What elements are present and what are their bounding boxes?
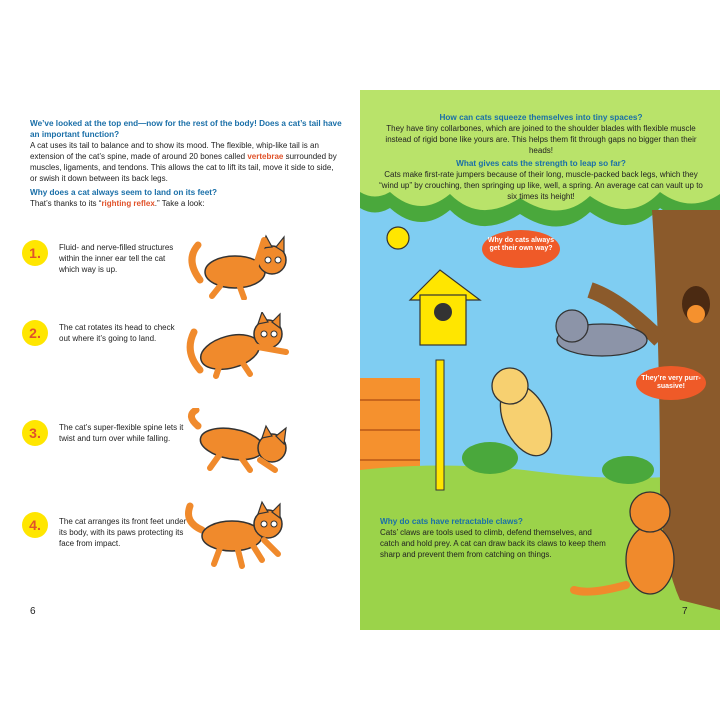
right-page bbox=[360, 90, 720, 630]
leap-question: What gives cats the strength to leap so far? bbox=[456, 159, 626, 168]
step-2-number: 2. bbox=[22, 320, 48, 346]
left-page bbox=[0, 90, 358, 630]
claws-answer: Cats’ claws are tools used to climb, defend themselves, and catch and hold prey. A cat can draw back its claws to keep them sharp and prevent them from catching on things. bbox=[380, 528, 606, 559]
tail-answer bbox=[30, 140, 342, 184]
cat-falling-step-3 bbox=[180, 408, 300, 478]
joke-bubble-answer: They’re very purr-suasive! bbox=[636, 366, 706, 400]
reflex-answer-part2: .” Take a look: bbox=[154, 199, 205, 208]
cat-falling-step-1 bbox=[180, 230, 300, 300]
reflex-question: Why does a cat always seem to land on its feet? bbox=[30, 188, 218, 197]
step-1-text: Fluid- and nerve-filled structures within the inner ear tell the cat which way is up. bbox=[59, 243, 174, 274]
page-number-right: 7 bbox=[682, 606, 688, 617]
leap-answer: Cats make first-rate jumpers because of their long, muscle-packed back legs, which they “wind up” by crouching, then springing up like, well, a spring. An average cat can vault up to six times its height! bbox=[379, 170, 703, 201]
joke-bubble-question: Why do cats always get their own way? bbox=[482, 230, 560, 268]
reflex-answer bbox=[30, 198, 342, 209]
intro-section bbox=[30, 118, 342, 209]
vertebrae-highlight: vertebrae bbox=[247, 152, 284, 161]
cat-falling-step-2 bbox=[180, 312, 300, 382]
squeeze-question: How can cats squeeze themselves into tiny spaces? bbox=[439, 113, 643, 122]
claws-question: Why do cats have retractable claws? bbox=[380, 517, 523, 526]
squeeze-answer: They have tiny collarbones, which are joined to the shoulder blades with flexible muscle instead of rigid bone like yours are. This helps them fit through gaps no bigger than their heads! bbox=[385, 124, 697, 155]
step-3-text: The cat’s super-flexible spine lets it twist and turn over while falling. bbox=[59, 423, 184, 443]
step-3-number: 3. bbox=[22, 420, 48, 446]
step-2-text: The cat rotates its head to check out where it’s going to land. bbox=[59, 323, 175, 343]
step-4-number: 4. bbox=[22, 512, 48, 538]
page-number-left: 6 bbox=[30, 606, 36, 617]
cat-falling-step-4 bbox=[180, 500, 300, 570]
reflex-answer-part1: That’s thanks to its “ bbox=[30, 199, 102, 208]
claws-section bbox=[380, 516, 610, 560]
righting-reflex-highlight: righting reflex bbox=[101, 199, 155, 208]
squeeze-section bbox=[378, 112, 704, 202]
step-1-number: 1. bbox=[22, 240, 48, 266]
tail-answer-part1: A cat uses its tail to balance and to show its mood. The flexible, whip-like tail is an extension of the cat’s spine, made of around 20 bones called bbox=[30, 141, 319, 161]
step-4-text: The cat arranges its front feet under its body, with its paws protecting its face from impact. bbox=[59, 517, 187, 548]
tail-question: We’ve looked at the top end—now for the rest of the body! Does a cat’s tail have an important function? bbox=[30, 119, 342, 139]
tail-answer-part2: surrounded by muscles, ligaments, and tendons. This allows the cat to lift its tail, move it side to side, or swish it down between its back legs. bbox=[30, 152, 337, 183]
